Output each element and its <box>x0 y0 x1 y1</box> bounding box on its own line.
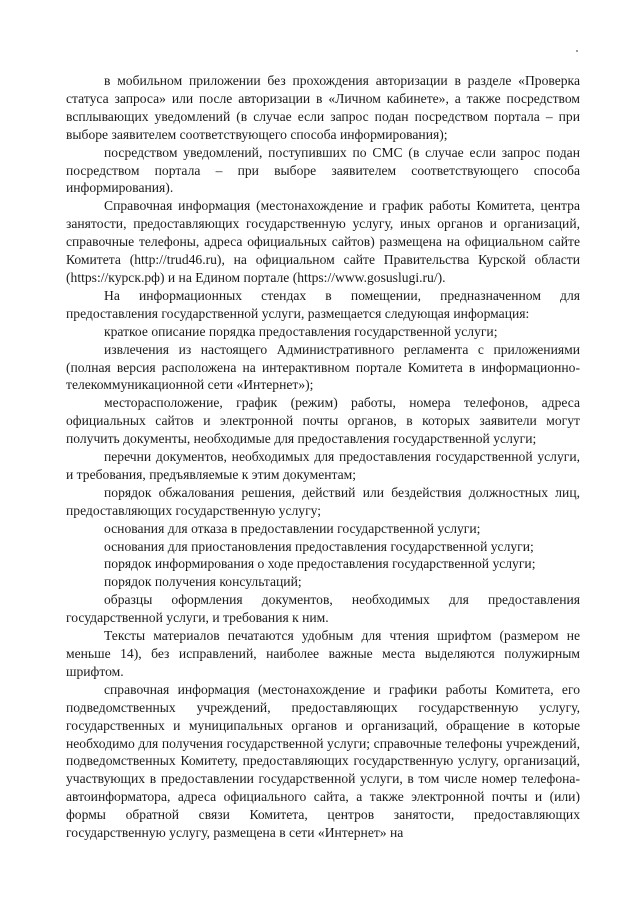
paragraph: основания для отказа в предоставлении государственной услуги; <box>104 520 481 536</box>
paragraph: справочная информация (местонахождение и графики работы Комитета, его подведомственных учреждений, предоставляющих государственную услугу, государственных и муниципальных органов и организаций, обращение в которые необходимо для получения государственной услуги; справочные телефоны учреждений, подведомственных Комитету, предоставляющих государственную услугу, организаций, участвующих в предоставлении государственной услуги, в том числе номер телефона-автоинформатора, адреса официального сайта, а также электронной почты и (или) формы обратной связи Комитета, центров занятости, предоставляющих государственную услугу, размещена в сети «Интернет» на <box>66 681 580 841</box>
paragraph: порядок информирования о ходе предоставления государственной услуги; <box>104 556 536 572</box>
paragraph: Тексты материалов печатаются удобным для чтения шрифтом (размером не меньше 14), без исправлений, наиболее важные места выделяются полужирным шрифтом. <box>66 628 580 679</box>
document-body <box>66 72 580 842</box>
scan-speck <box>576 50 578 52</box>
paragraph: в мобильном приложении без прохождения авторизации в разделе «Проверка статуса запроса» или после авторизации в «Личном кабинете», а также посредством всплывающих уведомлений (в случае если запрос подан посредством портала – при выборе заявителем соответствующего способа информирования); <box>66 73 580 142</box>
paragraph: перечни документов, необходимых для предоставления государственной услуги, и требования, предъявляемые к этим документам; <box>66 449 580 482</box>
paragraph: На информационных стендах в помещении, предназначенном для предоставления государственной услуги, размещается следующая информация: <box>66 287 580 321</box>
paragraph: основания для приостановления предоставления государственной услуги; <box>104 538 534 554</box>
paragraph: образцы оформления документов, необходимых для предоставления государственной услуги, и требования к ним. <box>66 592 580 626</box>
paragraph: Справочная информация (местонахождение и график работы Комитета, центра занятости, предоставляющих государственную услугу, иных органов и организаций, справочные телефоны, адреса официальных сайтов) размещена на официальном сайте Комитета (http://trud46.ru), на официальном сайте Правительства Курской области (https://курск.рф) и на Едином портале (https://www.gosuslugi.ru/). <box>66 198 580 285</box>
paragraph: извлечения из настоящего Административного регламента с приложениями (полная версия расположена на интерактивном портале Комитета в информационно-телекоммуникационной сети «Интернет»); <box>66 341 580 393</box>
paragraph: порядок обжалования решения, действий или бездействия должностных лиц, предоставляющих государственную услугу; <box>66 484 580 518</box>
paragraph: порядок получения консультаций; <box>104 574 302 590</box>
paragraph: посредством уведомлений, поступивших по СМС (в случае если запрос подан посредством портала – при выборе заявителем соответствующего способа информирования). <box>66 144 580 196</box>
paragraph: краткое описание порядка предоставления государственной услуги; <box>104 323 498 339</box>
paragraph: месторасположение, график (режим) работы, номера телефонов, адреса официальных сайтов и электронной почты органов, в которых заявители могут получить документы, необходимые для предоставления государственной услуги; <box>66 395 580 447</box>
